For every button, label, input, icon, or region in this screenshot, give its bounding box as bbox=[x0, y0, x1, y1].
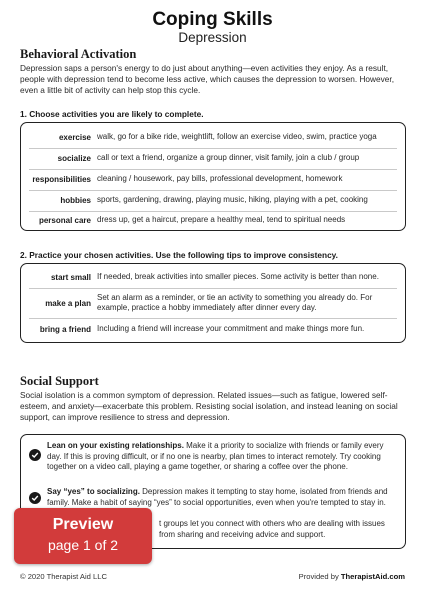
activity-row-exercise bbox=[21, 127, 405, 147]
social-item-bold: Lean on your existing relationships. bbox=[47, 441, 184, 450]
activity-text: sports, gardening, drawing, playing music, hiking, playing with a pet, cooking bbox=[97, 194, 368, 204]
activity-row-socialize bbox=[21, 148, 405, 168]
tip-row-bring-a-friend bbox=[21, 319, 405, 339]
social-item-text bbox=[47, 487, 399, 508]
footer-brand-link[interactable]: TherapistAid.com bbox=[340, 572, 405, 581]
social-item-body: Depression makes it tempting to stay home, isolated from friends and family. Make a habit of saying “yes” to social opportunities, even when you're tempted to stay in. bbox=[47, 487, 388, 507]
social-item-body: Make it a priority to socialize with friends or family every day. If this is proving difficult, or if no one is nearby, plan times to interact remotely. Try cooking together on a video call, playing a game together, or sharing a coffee over the phone. bbox=[47, 441, 384, 472]
tip-label: bring a friend bbox=[39, 324, 91, 334]
page-title: Coping Skills bbox=[152, 9, 273, 30]
activity-label: exercise bbox=[58, 132, 91, 142]
social-item-text bbox=[159, 519, 399, 540]
behavioral-intro: Depression saps a person's energy to do just about anything—even activities they enjoy. As a result, people with depression tend to become less active, which causes the depression to worsen. However, even a little bit of activity can help stop this cycle. bbox=[20, 63, 395, 95]
tip-label: start small bbox=[50, 272, 91, 282]
activity-label: personal care bbox=[38, 215, 91, 225]
footer-provided-by bbox=[299, 572, 405, 581]
preview-label: Preview bbox=[52, 516, 114, 533]
footer-provided-prefix: Provided by bbox=[298, 572, 341, 581]
activity-text: dress up, get a haircut, prepare a healthy meal, tend to spiritual needs bbox=[97, 214, 346, 224]
preview-page-indicator: page 1 of 2 bbox=[47, 537, 119, 553]
activity-text: call or text a friend, organize a group dinner, visit family, join a club / group bbox=[97, 152, 360, 162]
footer-copyright: © 2020 Therapist Aid LLC bbox=[20, 572, 107, 581]
activity-label: responsibilities bbox=[32, 174, 91, 184]
social-heading: Social Support bbox=[20, 374, 99, 388]
check-circle-icon bbox=[29, 492, 41, 504]
tip-text: Including a friend will increase your commitment and make things more fun. bbox=[97, 323, 365, 333]
activities-box bbox=[20, 122, 406, 231]
activity-label: hobbies bbox=[60, 195, 91, 205]
tips-box bbox=[20, 263, 406, 343]
social-item-body: t groups let you connect with others who are dealing with issues from sharing and receiving advice and support. bbox=[159, 519, 385, 539]
social-intro: Social isolation is a common symptom of depression. Related issues—such as fatigue, lowered self-esteem, and anxiety—exacerbate this problem. Resisting social isolation, and instead leaning on social support, can improve resilience to stress and depression. bbox=[20, 390, 398, 422]
tip-text: If needed, break activities into smaller pieces. Some activity is better than none. bbox=[97, 271, 379, 281]
activity-text: walk, go for a bike ride, weightlift, follow an exercise video, swim, practice yoga bbox=[97, 131, 377, 141]
tip-label: make a plan bbox=[45, 298, 91, 308]
check-circle-icon bbox=[29, 449, 41, 461]
activity-row-hobbies bbox=[21, 190, 405, 210]
social-item-text bbox=[47, 441, 399, 473]
activity-row-responsibilities bbox=[21, 169, 405, 189]
social-item-bold: Say “yes” to socializing. bbox=[47, 487, 140, 496]
activity-row-personal-care bbox=[21, 210, 405, 230]
behavioral-heading: Behavioral Activation bbox=[20, 47, 137, 61]
activity-label: socialize bbox=[57, 153, 91, 163]
page-subtitle: Depression bbox=[178, 30, 247, 45]
tip-text: Set an alarm as a reminder, or tie an activity to something you already do. For example, practice a hobby immediately after dinner every day. bbox=[97, 292, 373, 312]
preview-badge bbox=[14, 508, 152, 564]
tip-row-start-small bbox=[21, 267, 405, 287]
step2-heading: 2. Practice your chosen activities. Use the following tips to improve consistency. bbox=[20, 250, 338, 260]
step1-heading: 1. Choose activities you are likely to complete. bbox=[20, 109, 204, 119]
activity-text: cleaning / housework, pay bills, professional development, homework bbox=[97, 173, 343, 183]
tip-row-make-a-plan bbox=[21, 289, 405, 317]
